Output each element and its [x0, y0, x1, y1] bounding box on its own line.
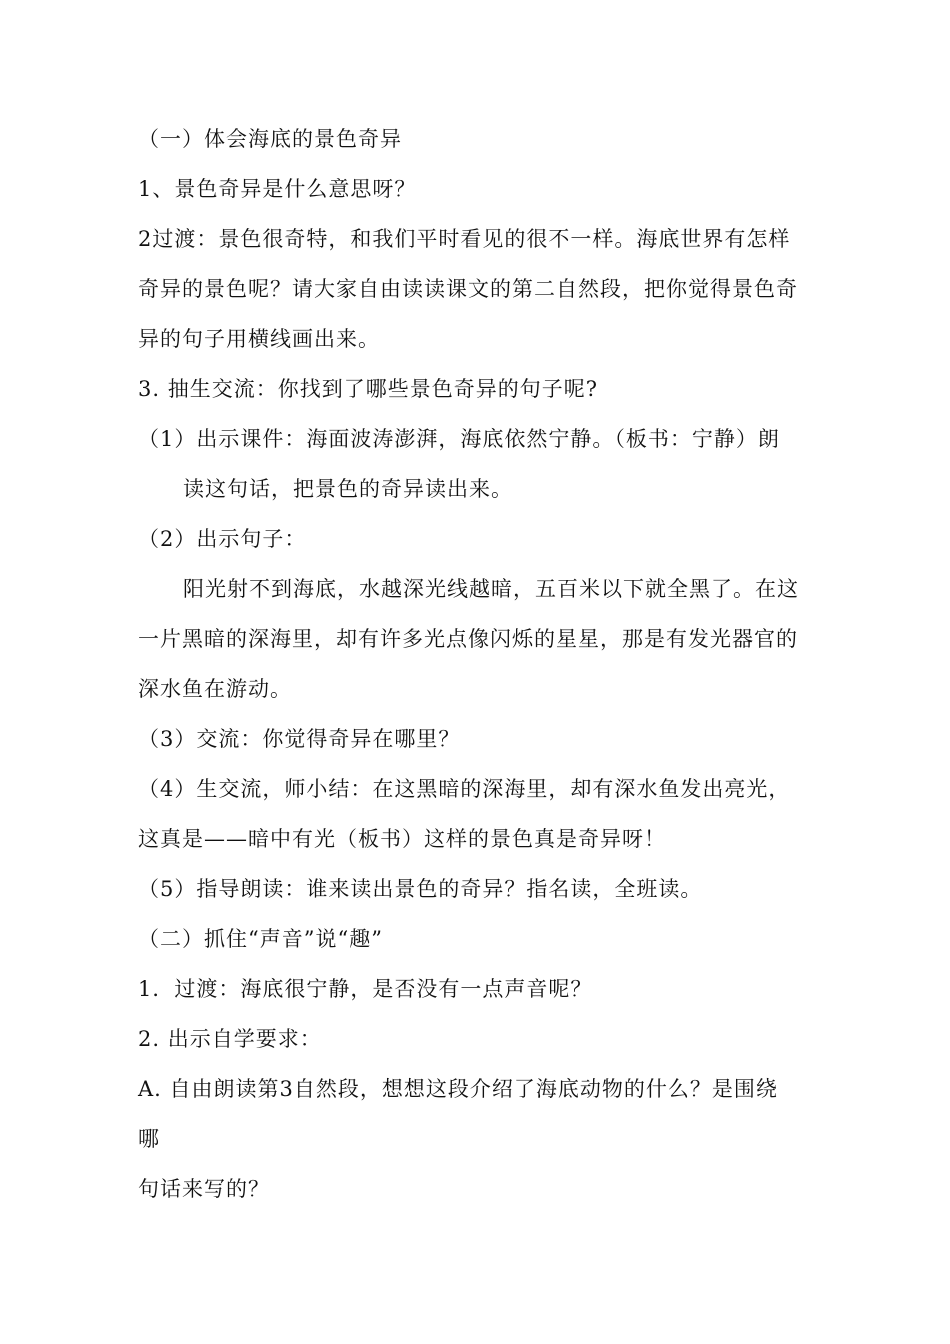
- text-line: 1．过渡：海底很宁静，是否没有一点声音呢？: [138, 977, 593, 1001]
- text-line: （3）交流：你觉得奇异在哪里？: [138, 727, 461, 751]
- text-line: A. 自由朗读第3自然段，想想这段介绍了海底动物的什么？是围绕: [138, 1077, 778, 1101]
- quoted-passage-line: 阳光射不到海底，水越深光线越暗，五百米以下就全黑了。在这: [183, 577, 799, 601]
- section-heading-1: （一）体会海底的景色奇异: [138, 127, 402, 151]
- quoted-passage-line: 一片黑暗的深海里，却有许多光点像闪烁的星星，那是有发光器官的: [138, 627, 798, 651]
- text-line: 奇异的景色呢？请大家自由读读课文的第二自然段，把你觉得景色奇: [138, 277, 798, 301]
- text-line: 这真是——暗中有光（板书）这样的景色真是奇异呀！: [138, 827, 666, 851]
- text-line: 哪: [138, 1127, 160, 1151]
- text-line: 2过渡：景色很奇特，和我们平时看见的很不一样。海底世界有怎样: [138, 227, 791, 251]
- text-line: （4）生交流，师小结：在这黑暗的深海里，却有深水鱼发出亮光，: [138, 777, 791, 801]
- text-line: 2. 出示自学要求：: [138, 1027, 322, 1051]
- section-heading-2: （二）抓住“声音”说“趣”: [138, 927, 383, 951]
- text-line: 1、景色奇异是什么意思呀？: [138, 177, 417, 201]
- text-line: 句话来写的？: [138, 1177, 270, 1201]
- quoted-passage-line: 深水鱼在游动。: [138, 677, 292, 701]
- text-line: （1）出示课件：海面波涛澎湃，海底依然宁静。（板书：宁静）朗: [138, 427, 780, 451]
- text-line: 3. 抽生交流：你找到了哪些景色奇异的句子呢?: [138, 377, 598, 401]
- text-line: （5）指导朗读：谁来读出景色的奇异？指名读，全班读。: [138, 877, 703, 901]
- text-line: （2）出示句子：: [138, 527, 307, 551]
- text-line: 读这句话，把景色的奇异读出来。: [183, 477, 513, 501]
- text-line: 异的句子用横线画出来。: [138, 327, 380, 351]
